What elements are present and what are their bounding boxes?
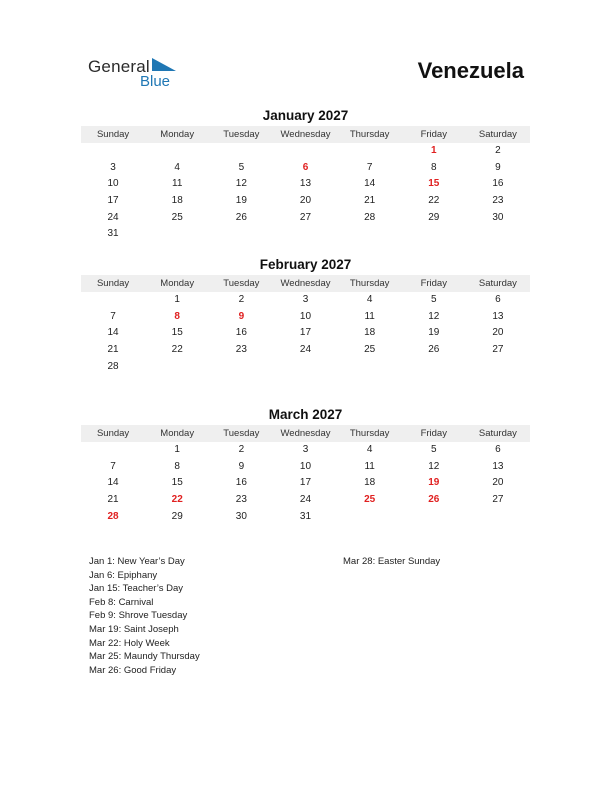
holiday-item: Feb 8: Carnival [89,596,154,608]
day-cell: 9 [238,310,245,322]
weekday-label: Saturday [478,278,517,289]
week-row [81,509,530,526]
day-cell: 14 [364,178,376,190]
day-cell: 29 [171,510,183,522]
day-cell [338,509,402,526]
day-cell: 12 [428,460,440,472]
day-cell: 24 [299,344,312,356]
day-cell: 7 [110,460,116,472]
holiday-item: Mar 25: Maundy Thursday [89,651,200,663]
day-cell [338,226,402,243]
weekday-label: Friday [420,129,447,140]
day-cell [273,359,337,376]
day-cell: 6 [495,294,501,305]
weekday-header-row [81,425,530,442]
day-cell: 16 [235,327,247,339]
day-cell: 16 [235,477,247,489]
day-cell: 13 [299,178,312,190]
day-cell: 19 [235,195,247,207]
day-cell: 3 [302,294,309,305]
day-cell: 2 [238,294,245,305]
day-cell [402,226,466,243]
day-cell: 1 [430,145,437,156]
day-cell: 9 [495,161,501,173]
day-cell: 11 [364,310,375,322]
weekday-label: Tuesday [223,278,260,289]
day-cell: 11 [364,460,375,472]
weekday-label: Tuesday [223,428,260,439]
day-cell [466,509,530,526]
day-cell [209,226,273,243]
day-cell: 12 [235,178,247,190]
day-cell: 30 [235,510,247,522]
day-cell: 23 [235,494,247,506]
weekday-label: Thursday [349,129,390,140]
day-cell [273,143,337,160]
day-cell [402,359,466,376]
day-cell: 10 [107,178,119,190]
day-cell: 7 [110,310,116,322]
day-cell: 6 [302,161,309,173]
weekday-label: Wednesday [280,129,331,140]
day-cell: 13 [492,310,504,322]
day-cell: 30 [492,211,504,223]
day-cell: 1 [174,294,180,305]
week-row [81,475,530,492]
day-cell: 31 [299,510,312,522]
day-cell: 20 [492,477,504,489]
holiday-item: Mar 22: Holy Week [89,637,170,649]
day-cell: 17 [107,195,119,207]
day-cell [273,226,337,243]
weekday-label: Sunday [96,129,130,140]
day-cell: 5 [430,444,437,455]
day-cell: 25 [364,344,376,356]
weekday-label: Saturday [478,129,517,140]
week-row [81,309,530,326]
day-cell [466,359,530,376]
month-february [81,256,530,375]
week-row [81,176,530,193]
holiday-item: Mar 19: Saint Joseph [89,623,179,635]
day-cell: 29 [428,211,440,223]
day-cell: 11 [172,178,183,190]
day-cell [338,143,402,160]
week-row [81,325,530,342]
logo-triangle-icon [150,57,178,73]
day-cell: 25 [171,211,183,223]
day-cell: 18 [364,477,376,489]
holiday-list-left [89,555,319,677]
holiday-item: Mar 28: Easter Sunday [343,556,441,567]
day-cell: 27 [492,344,504,356]
weekday-label: Tuesday [223,129,260,140]
day-cell [81,292,145,309]
day-cell: 2 [238,444,245,455]
weekday-header-row [81,126,530,143]
week-row [81,193,530,210]
logo-blue-text: Blue [140,73,171,90]
day-cell [209,143,273,160]
month-title: February 2027 [259,257,352,272]
day-cell [402,509,466,526]
weekday-header-row [81,275,530,292]
day-cell [338,359,402,376]
day-cell: 28 [107,360,119,372]
day-cell: 4 [174,161,180,173]
day-cell: 17 [299,477,312,489]
month-title: January 2027 [262,108,349,123]
day-cell: 16 [492,178,504,190]
day-cell: 8 [174,460,180,472]
weekday-label: Friday [420,428,447,439]
month-title: March 2027 [268,407,343,422]
day-cell: 26 [235,211,247,223]
day-cell [145,226,209,243]
logo-general-text: General [88,57,150,76]
day-cell: 14 [107,327,119,339]
weekday-label: Saturday [478,428,517,439]
day-cell: 15 [171,327,183,339]
day-cell: 20 [299,195,312,207]
day-cell: 2 [495,145,501,156]
day-cell: 27 [299,211,312,223]
day-cell: 12 [428,310,440,322]
day-cell [145,143,209,160]
day-cell: 23 [235,344,247,356]
day-cell: 3 [110,161,116,173]
day-cell: 25 [364,494,376,506]
day-cell: 6 [495,444,501,455]
day-cell: 19 [428,477,440,489]
day-cell: 15 [428,178,440,190]
day-cell: 8 [174,310,180,322]
day-cell: 7 [366,161,373,173]
week-row [81,160,530,177]
day-cell: 9 [238,460,245,472]
day-cell: 21 [107,344,119,356]
day-cell: 19 [428,327,440,339]
day-cell: 26 [428,344,440,356]
day-cell: 13 [492,460,504,472]
day-cell: 28 [107,510,119,522]
day-cell: 21 [364,195,376,207]
day-cell: 20 [492,327,504,339]
week-row [81,342,530,359]
week-row [81,459,530,476]
weekday-label: Friday [420,278,447,289]
weekday-label: Thursday [349,278,390,289]
day-cell: 4 [366,294,373,305]
weekday-label: Sunday [96,278,130,289]
day-cell: 27 [492,494,504,506]
day-cell: 21 [107,494,119,506]
logo [88,55,188,95]
weekday-label: Wednesday [280,278,331,289]
holiday-list-right [343,555,543,569]
day-cell: 24 [299,494,312,506]
day-cell: 28 [364,211,376,223]
holiday-item: Mar 26: Good Friday [89,664,177,676]
day-cell [81,442,145,459]
day-cell: 26 [428,494,440,506]
weekday-label: Sunday [96,428,130,439]
day-cell: 5 [430,294,437,305]
day-cell: 5 [238,161,245,173]
day-cell: 15 [171,477,183,489]
month-march [81,406,530,525]
month-january [81,107,530,243]
day-cell: 17 [299,327,312,339]
day-cell: 18 [364,327,376,339]
week-row [81,492,530,509]
weekday-label: Monday [160,428,195,439]
day-cell: 10 [299,460,312,472]
week-row [81,442,530,459]
weekday-label: Monday [160,129,195,140]
holiday-item: Jan 6: Epiphany [89,569,158,581]
day-cell: 8 [430,161,437,173]
holiday-item: Jan 15: Teacher’s Day [89,583,184,595]
week-row [81,359,530,376]
day-cell: 3 [302,444,309,455]
day-cell: 24 [107,211,119,223]
day-cell: 14 [107,477,119,489]
week-row [81,226,530,243]
weekday-label: Wednesday [280,428,331,439]
week-row [81,143,530,160]
day-cell: 1 [174,444,180,455]
day-cell: 18 [171,195,183,207]
day-cell: 22 [428,195,440,207]
day-cell: 4 [366,444,373,455]
holiday-item: Jan 1: New Year’s Day [89,556,185,567]
day-cell: 22 [171,494,183,506]
weekday-label: Monday [160,278,195,289]
day-cell: 31 [107,228,119,240]
day-cell [81,143,145,160]
week-row [81,210,530,227]
week-row [81,292,530,309]
day-cell: 23 [492,195,504,207]
day-cell [209,359,273,376]
holiday-item: Feb 9: Shrove Tuesday [89,610,188,622]
day-cell [466,226,530,243]
day-cell: 10 [299,310,312,322]
weekday-label: Thursday [349,428,390,439]
day-cell [145,359,209,376]
day-cell: 22 [171,344,183,356]
country-title: Venezuela [417,58,524,83]
